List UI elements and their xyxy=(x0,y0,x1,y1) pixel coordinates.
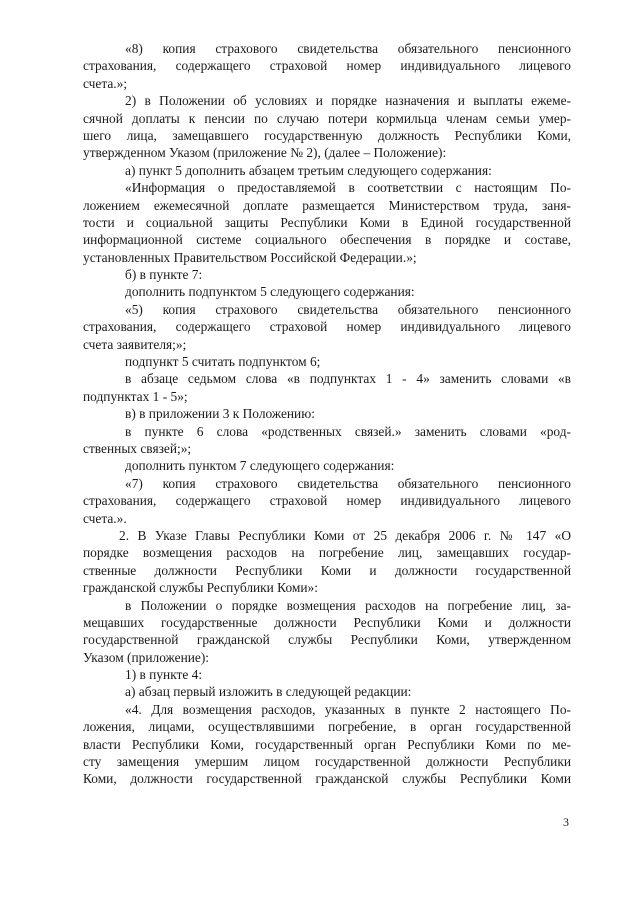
text-line: в Положении о порядке возмещения расходов на погребение лиц, за- xyxy=(125,597,571,613)
text-line: государственной гражданской службы Республики Коми, утвержденном xyxy=(83,632,571,648)
text-line: гражданской службы Республики Коми»: xyxy=(83,580,318,596)
text-line: а) пункт 5 дополнить абзацем третьим следующего содержания: xyxy=(125,162,492,178)
text-line: Коми, должности государственной гражданской службы Республики Коми xyxy=(83,771,571,787)
text-line: ложения, лицами, осуществлявшими погребение, в орган государственной xyxy=(83,719,571,735)
text-line: подпунктах 1 - 5»; xyxy=(83,388,188,404)
text-line: страхования, содержащего страховой номер индивидуального лицевого xyxy=(83,493,571,509)
text-line: сячной доплаты к пенсии по случаю потери кормильца членам семьи умер- xyxy=(83,110,571,126)
text-line: дополнить пунктом 7 следующего содержания: xyxy=(125,458,395,474)
document-body xyxy=(83,40,571,788)
text-line: 2) в Положении об условиях и порядке назначения и выплаты ежеме- xyxy=(125,93,571,109)
text-line: «5) копия страхового свидетельства обязательного пенсионного xyxy=(125,301,571,317)
text-line: ственных связей;»; xyxy=(83,440,192,456)
text-line: мещавших государственные должности Республики Коми и должности xyxy=(83,614,571,630)
text-line: ственные должности Республики Коми и должности государственной xyxy=(83,562,571,578)
text-line: страхования, содержащего страховой номер индивидуального лицевого xyxy=(83,319,571,335)
text-line: в пункте 6 слова «родственных связей.» заменить словами «род- xyxy=(125,423,571,439)
text-line: власти Республики Коми, государственный орган Республики Коми по ме- xyxy=(83,736,571,752)
text-line: б) в пункте 7: xyxy=(125,267,203,283)
text-line: счета.»; xyxy=(83,75,128,91)
text-line: дополнить подпунктом 5 следующего содержания: xyxy=(125,284,415,300)
text-line: ложением ежемесячной доплате размещается Министерством труда, заня- xyxy=(83,197,571,213)
text-line: утвержденном Указом (приложение № 2), (далее – Положение): xyxy=(83,145,447,161)
text-line: в абзаце седьмом слова «в подпунктах 1 - 4» заменить словами «в xyxy=(125,371,571,387)
text-line: в) в приложении 3 к Положению: xyxy=(125,406,315,422)
text-line: подпункт 5 считать подпунктом 6; xyxy=(125,354,321,370)
page-number: 3 xyxy=(563,815,569,829)
text-line: установленных Правительством Российской Федерации.»; xyxy=(83,249,417,265)
text-line: счета.». xyxy=(83,510,127,526)
text-line: Указом (приложение): xyxy=(83,649,210,665)
text-line: «7) копия страхового свидетельства обязательного пенсионного xyxy=(125,475,571,491)
text-line: страхования, содержащего страховой номер индивидуального лицевого xyxy=(83,58,571,74)
text-line: «4. Для возмещения расходов, указанных в пункте 2 настоящего По- xyxy=(125,701,571,717)
text-line: «8) копия страхового свидетельства обязательного пенсионного xyxy=(125,41,571,56)
text-line: шего лица, замещавшего государственную должность Республики Коми, xyxy=(83,127,571,143)
text-line: тости и социальной защиты Республики Коми в Единой государственной xyxy=(83,214,571,230)
text-line: а) абзац первый изложить в следующей редакции: xyxy=(125,684,412,700)
text-line: информационной системе социального обеспечения в порядке и составе, xyxy=(83,232,571,248)
text-line: 2. В Указе Главы Республики Коми от 25 декабря 2006 г. № 147 «О xyxy=(119,527,571,543)
text-line: сту замещения умершим лицом государственной должности Республики xyxy=(83,754,571,770)
text-line: «Информация о предоставляемой в соответствии с настоящим По- xyxy=(125,180,571,196)
text-line: счета заявителя;»; xyxy=(83,336,187,352)
text-line: порядке возмещения расходов на погребение лиц, замещавших государ- xyxy=(83,545,571,561)
text-line: 1) в пункте 4: xyxy=(125,667,203,683)
